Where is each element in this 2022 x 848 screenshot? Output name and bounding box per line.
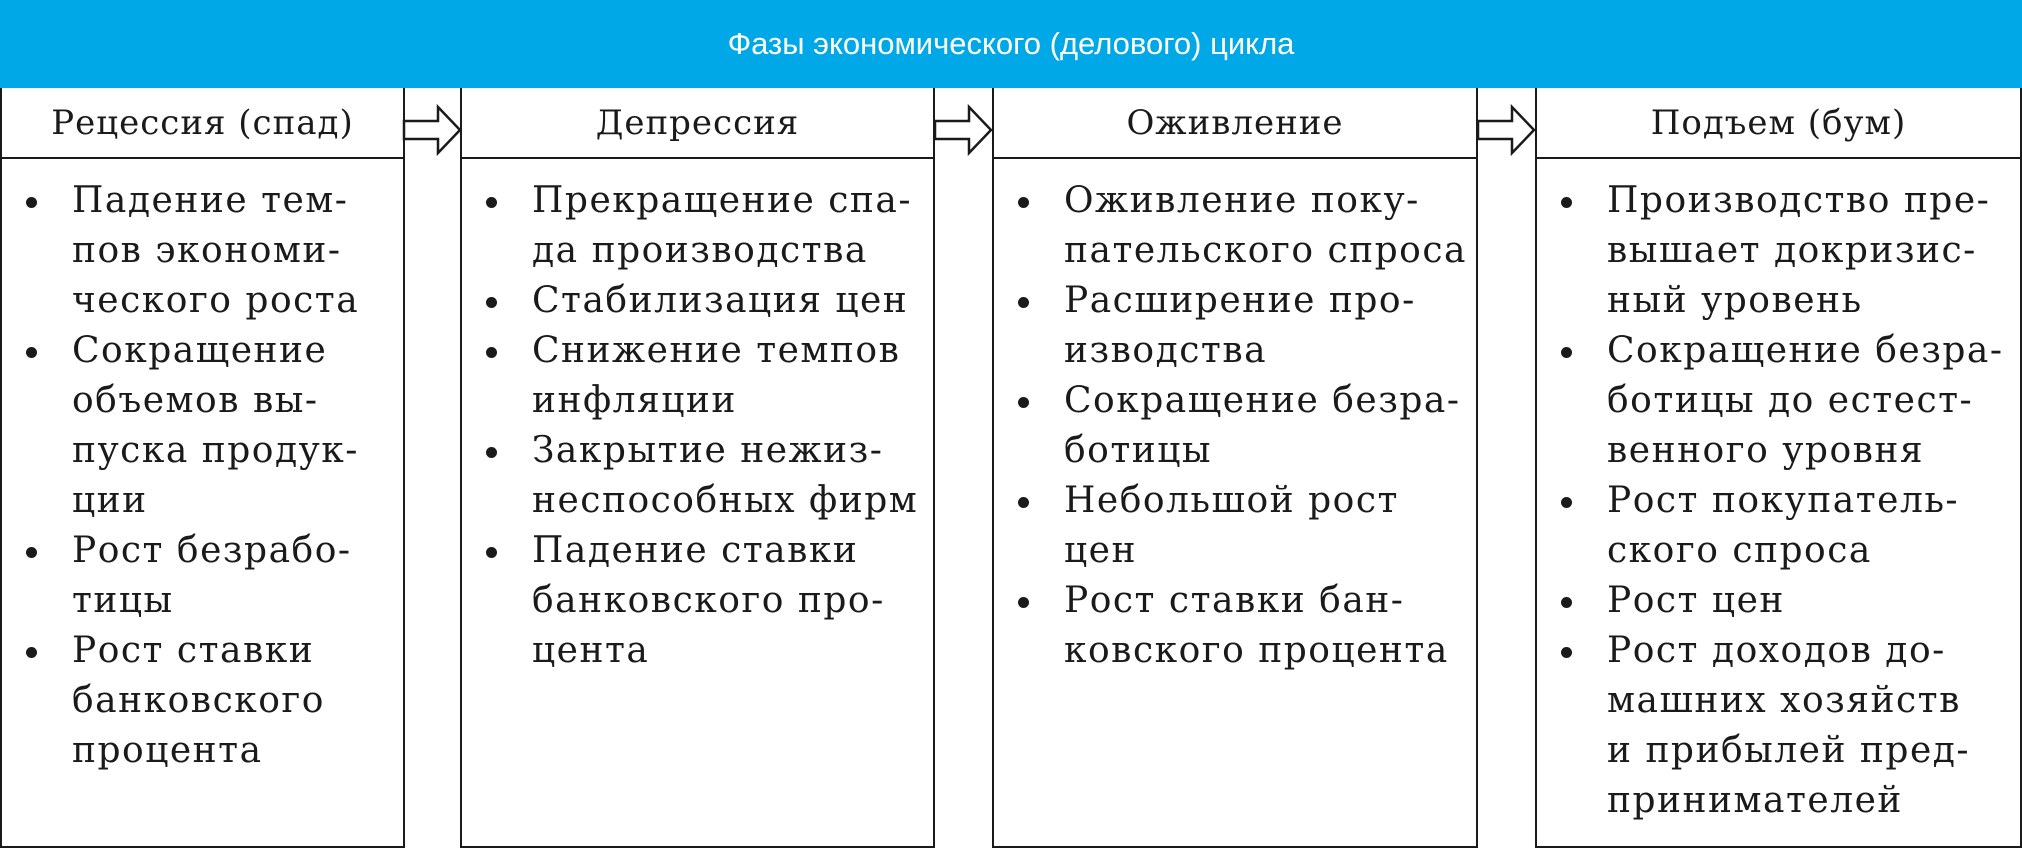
list-item-line: Рост доходов до- [1607,630,1946,671]
list-item [2,526,403,626]
list-item-line: ческого роста [72,280,360,321]
list-item-line: ковского процента [1064,630,1449,671]
phase-items [1537,159,2020,826]
list-item-line: инфляции [532,380,737,421]
bullet-icon [486,447,497,458]
list-item [462,426,933,526]
list-item-line: Сокращение [72,330,328,371]
bullet-icon [1018,597,1029,608]
list-item-line: процента [72,730,263,771]
list-item [994,476,1476,576]
list-item-line: Прекращение спа- [532,180,913,221]
phase-depression [460,88,935,848]
list-item [1537,576,2020,626]
list-item-line: цен [1064,530,1137,571]
list-item-line: Стабилизация цен [532,280,909,321]
list-item [994,176,1476,276]
right-arrow-icon [402,104,462,156]
phase-title: Депрессия [462,88,933,159]
phase-revival [992,88,1478,848]
bullet-icon [1561,647,1572,658]
list-item-line: Рост покупатель- [1607,480,1960,521]
list-item-line: Рост цен [1607,580,1785,621]
phase-recession [0,88,405,848]
list-item-line: Рост безрабо- [72,530,352,571]
list-item-line: ботицы до естест- [1607,380,1974,421]
list-item [994,576,1476,676]
bullet-icon [1561,347,1572,358]
list-item-line: Снижение темпов [532,330,901,371]
bullet-icon [486,297,497,308]
list-item [462,276,933,326]
list-item-line: Падение тем- [72,180,349,221]
list-item [462,326,933,426]
bullet-icon [1018,197,1029,208]
list-item [2,326,403,526]
bullet-icon [486,547,497,558]
list-item-line: ботицы [1064,430,1213,471]
list-item [462,526,933,676]
list-item-line: машних хозяйств [1607,680,1961,721]
list-item-line: цента [532,630,650,671]
list-item [1537,626,2020,826]
list-item-line: Сокращение безра- [1607,330,2004,371]
phase-title: Подъем (бум) [1537,88,2020,159]
list-item-line: ный уровень [1607,280,1863,321]
list-item-line: изводства [1064,330,1268,371]
right-arrow-icon [1476,104,1536,156]
list-item-line: принимателей [1607,780,1903,821]
list-item-line: Небольшой рост [1064,480,1399,521]
phase-items [994,159,1476,676]
list-item-line: пов экономи- [72,230,342,271]
list-item-line: объемов вы- [72,380,319,421]
list-item [462,176,933,276]
list-item-line: венного уровня [1607,430,1925,471]
list-item-line: да производства [532,230,868,271]
list-item-line: пуска продук- [72,430,359,471]
bullet-icon [26,197,37,208]
bullet-icon [26,347,37,358]
list-item-line: Рост ставки бан- [1064,580,1405,621]
list-item-line: вышает докризис- [1607,230,1977,271]
list-item [994,376,1476,476]
list-item-line: пательского спроса [1064,230,1467,271]
list-item-line: Сокращение безра- [1064,380,1461,421]
bullet-icon [1018,497,1029,508]
phase-title: Оживление [994,88,1476,159]
phase-boom [1535,88,2022,848]
list-item [994,276,1476,376]
bullet-icon [1561,597,1572,608]
list-item-line: Оживление поку- [1064,180,1420,221]
diagram-title-banner [0,0,2022,88]
diagram-title: Фазы экономического (делового) цикла [727,26,1295,61]
list-item [2,626,403,776]
list-item-line: банковского [72,680,325,721]
list-item-line: банковского про- [532,580,885,621]
phase-items [462,159,933,676]
list-item-line: Расширение про- [1064,280,1416,321]
bullet-icon [1561,197,1572,208]
list-item-line: Рост ставки [72,630,315,671]
list-item [2,176,403,326]
bullet-icon [1561,497,1572,508]
bullet-icon [26,547,37,558]
list-item-line: Производство пре- [1607,180,1991,221]
list-item [1537,326,2020,476]
phase-title: Рецессия (спад) [2,88,403,159]
bullet-icon [26,647,37,658]
list-item-line: неспособных фирм [532,480,919,521]
list-item-line: Закрытие нежиз- [532,430,884,471]
bullet-icon [1018,397,1029,408]
list-item-line: ции [72,480,148,521]
list-item [1537,176,2020,326]
bullet-icon [486,347,497,358]
list-item-line: Падение ставки [532,530,859,571]
bullet-icon [1018,297,1029,308]
list-item-line: и прибылей пред- [1607,730,1971,771]
list-item-line: ского спроса [1607,530,1872,571]
list-item [1537,476,2020,576]
phase-items [2,159,403,776]
list-item-line: тицы [72,580,174,621]
bullet-icon [486,197,497,208]
right-arrow-icon [933,104,993,156]
